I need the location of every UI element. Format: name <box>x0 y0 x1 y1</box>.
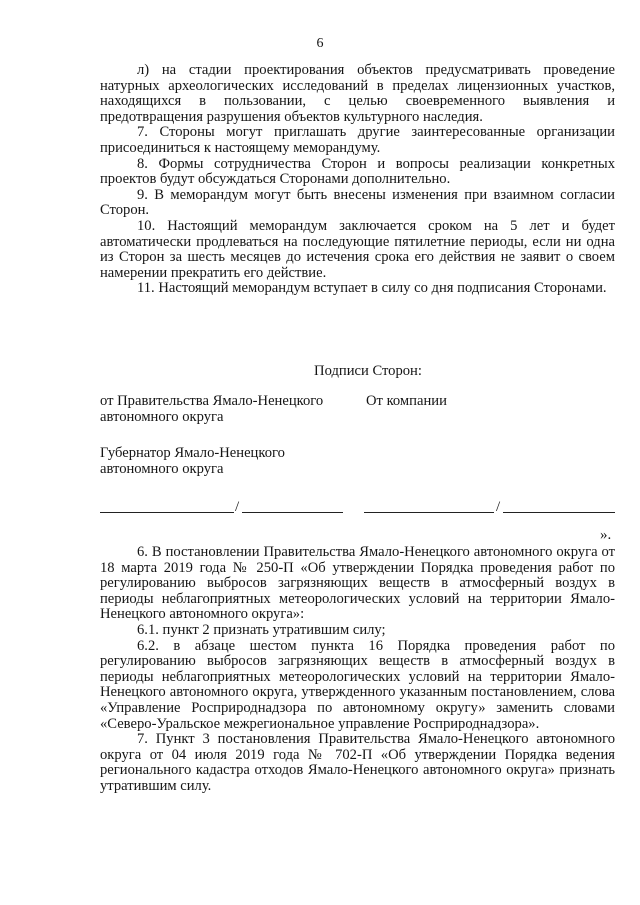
signatures-title: Подписи Сторон: <box>314 363 422 379</box>
signature-slash-right: / <box>496 499 501 515</box>
signature-line-right-1 <box>364 512 494 513</box>
memorandum-clauses <box>100 63 615 297</box>
signature-party-government: от Правительства Ямало-Ненецкого автономного округа <box>100 393 324 425</box>
amendment-paragraphs <box>100 545 615 795</box>
signature-slash-left: / <box>235 499 240 515</box>
paragraph-6: 6. В постановлении Правительства Ямало-Ненецкого автономного округа от 18 марта 2019 года № 250-П «Об утверждении Порядка проведения работ по регулированию выбросов загрязняющих веществ в атмосферный воздух в периоды неблагоприятных метеорологических условий на территории Ямало-Ненецкого автономного округа»: <box>100 544 615 623</box>
closing-quote: ». <box>600 527 612 543</box>
paragraph-6-2: 6.2. в абзаце шестом пункта 16 Порядка проведения работ по регулированию выбросов загрязняющих веществ в атмосферный воздух в периоды неблагоприятных метеорологических условий на территории Ямало-Ненецкого автономного округа, утвержденного указанным постановлением, слова «Управление Росприроднадзора по автономному округу» заменить словами «Северо-Уральское межрегиональное управление Росприроднадзора». <box>100 637 615 732</box>
signature-governor: Губернатор Ямало-Ненецкого автономного округа <box>100 445 285 477</box>
signature-party-company: От компании <box>366 393 447 409</box>
clause-11: 11. Настоящий меморандум вступает в силу со дня подписания Сторонами. <box>137 280 607 297</box>
signature-line-left-1 <box>100 512 234 513</box>
clause-8: 8. Формы сотрудничества Сторон и вопросы реализации конкретных проектов будут обсуждаться Сторонами дополнительно. <box>100 155 615 188</box>
paragraph-7: 7. Пункт 3 постановления Правительства Ямало-Ненецкого автономного округа от 04 июля 2019 года № 702-П «Об утверждении Порядка ведения регионального кадастра отходов Ямало-Ненецкого автономного округа» признать утратившим силу. <box>100 731 615 794</box>
clause-9: 9. В меморандум могут быть внесены изменения при взаимном согласии Сторон. <box>100 186 615 219</box>
page-number: 6 <box>316 36 324 51</box>
clause-7: 7. Стороны могут приглашать другие заинтересованные организации присоединиться к настоящему меморандуму. <box>100 124 615 156</box>
clause-l: л) на стадии проектирования объектов предусматривать проведение натурных археологических исследований в пределах лицензионных участков, находящихся в пользовании, с целью своевременного выявления и предотвращения разрушения объектов культурного наследия. <box>100 62 615 125</box>
paragraph-6-1: 6.1. пункт 2 признать утратившим силу; <box>137 621 386 638</box>
signature-line-left-2 <box>242 512 343 513</box>
signature-line-right-2 <box>503 512 615 513</box>
clause-10: 10. Настоящий меморандум заключается сроком на 5 лет и будет автоматически продлеваться на последующие пятилетние периоды, если ни одна из Сторон за шесть месяцев до истечения срока его действия не заявит о своем намерении прекратить его действие. <box>100 217 615 281</box>
